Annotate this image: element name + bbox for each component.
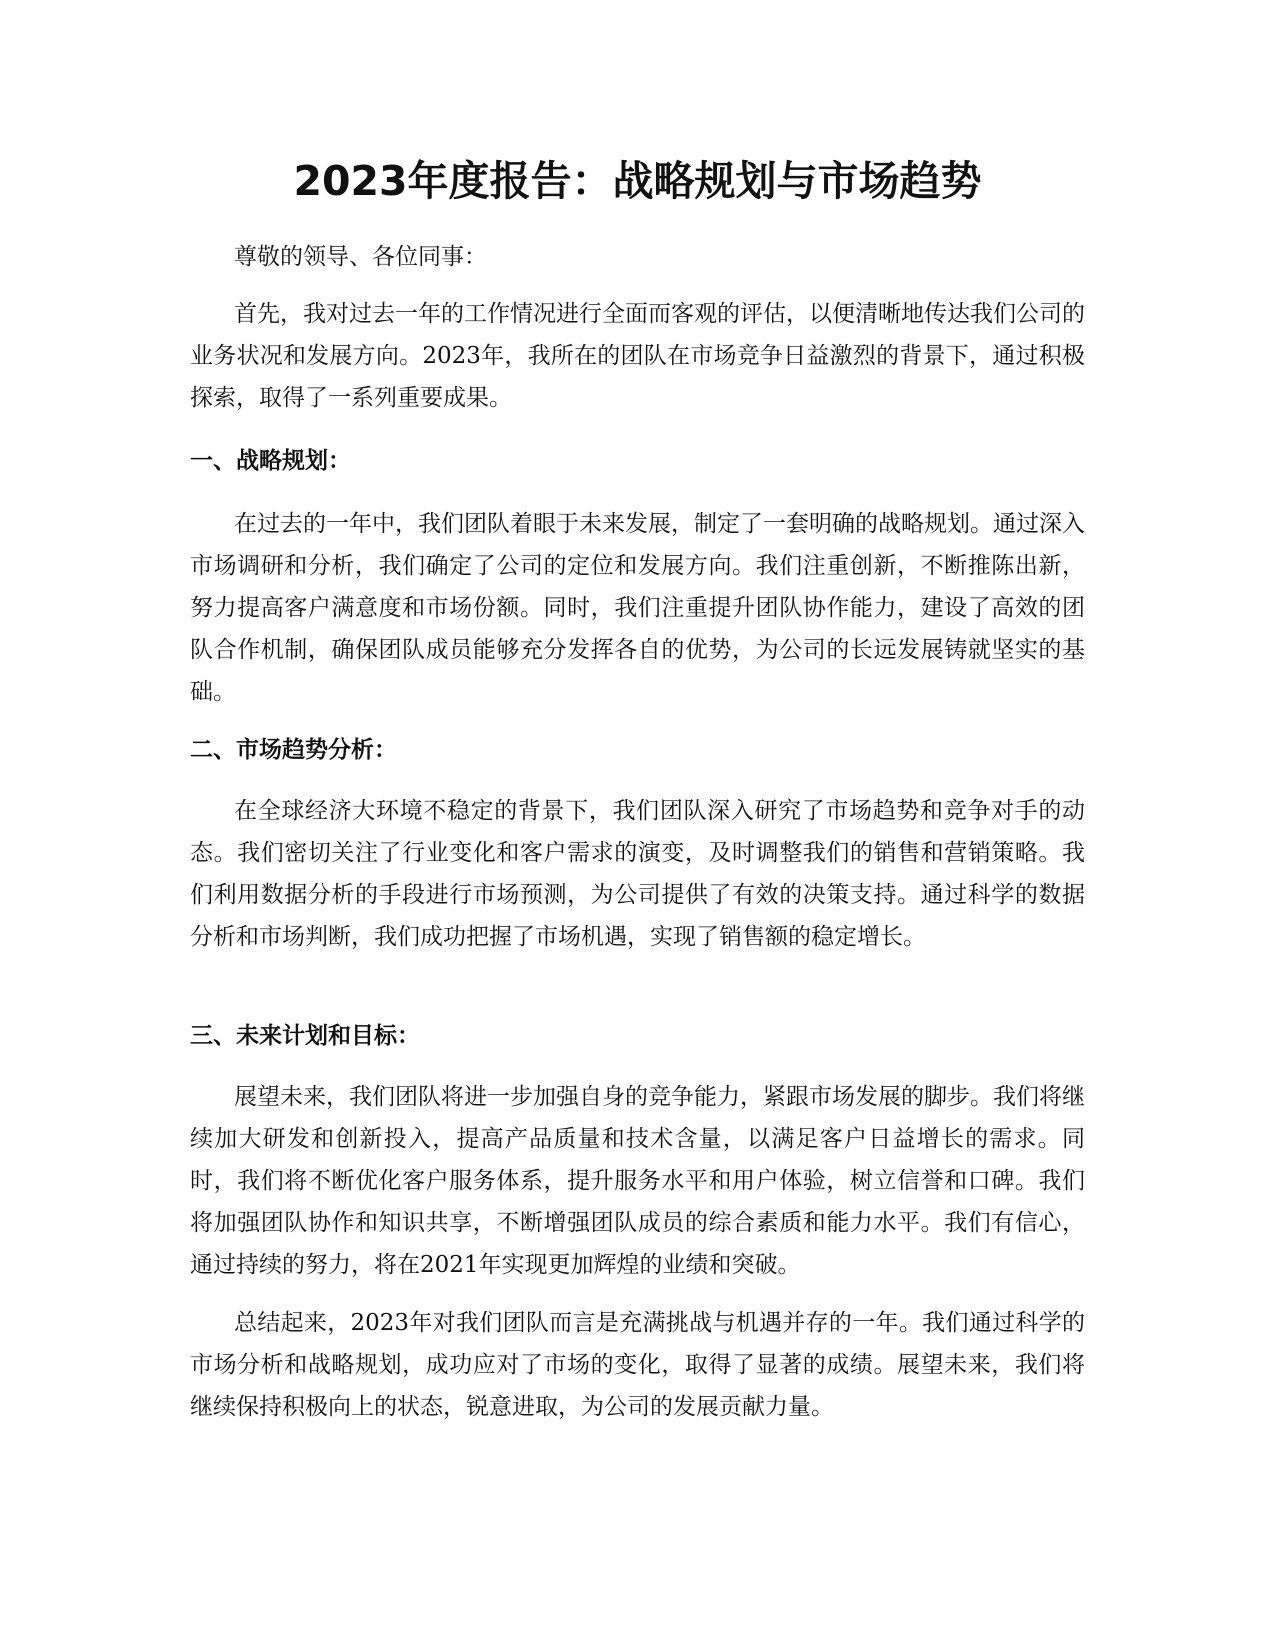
section-heading-market-trends: 二、市场趋势分析： xyxy=(190,737,397,763)
document-title: 2023年度报告：战略规划与市场趋势 xyxy=(293,157,982,205)
intro-paragraph: 首先，我对过去一年的工作情况进行全面而客观的评估，以便清晰地传达我们公司的业务状况和发展方向。2023年，我所在的团队在市场竞争日益激烈的背景下，通过积极探索，取得了一系列重要成果。 xyxy=(190,301,1085,411)
section-body-strategy: 在过去的一年中，我们团队着眼于未来发展，制定了一套明确的战略规划。通过深入市场调研和分析，我们确定了公司的定位和发展方向。我们注重创新，不断推陈出新，努力提高客户满意度和市场份额。同时，我们注重提升团队协作能力，建设了高效的团队合作机制，确保团队成员能够充分发挥各自的优势，为公司的长远发展铸就坚实的基础。 xyxy=(190,511,1085,705)
section-body-market-trends: 在全球经济大环境不稳定的背景下，我们团队深入研究了市场趋势和竞争对手的动态。我们密切关注了行业变化和客户需求的演变，及时调整我们的销售和营销策略。我们利用数据分析的手段进行市场预测，为公司提供了有效的决策支持。通过科学的数据分析和市场判断，我们成功把握了市场机遇，实现了销售额的稳定增长。 xyxy=(190,798,1085,950)
conclusion-paragraph: 总结起来，2023年对我们团队而言是充满挑战与机遇并存的一年。我们通过科学的市场分析和战略规划，成功应对了市场的变化，取得了显著的成绩。展望未来，我们将继续保持积极向上的状态，锐意进取，为公司的发展贡献力量。 xyxy=(190,1310,1085,1420)
greeting-paragraph: 尊敬的领导、各位同事： xyxy=(234,244,487,270)
section-body-future-plans: 展望未来，我们团队将进一步加强自身的竞争能力，紧跟市场发展的脚步。我们将继续加大研发和创新投入，提高产品质量和技术含量，以满足客户日益增长的需求。同时，我们将不断优化客户服务体系，提升服务水平和用户体验，树立信誉和口碑。我们将加强团队协作和知识共享，不断增强团队成员的综合素质和能力水平。我们有信心，通过持续的努力，将在2021年实现更加辉煌的业绩和突破。 xyxy=(190,1084,1085,1278)
section-heading-future-plans: 三、未来计划和目标： xyxy=(190,1023,420,1049)
section-heading-strategy: 一、战略规划： xyxy=(190,448,351,474)
